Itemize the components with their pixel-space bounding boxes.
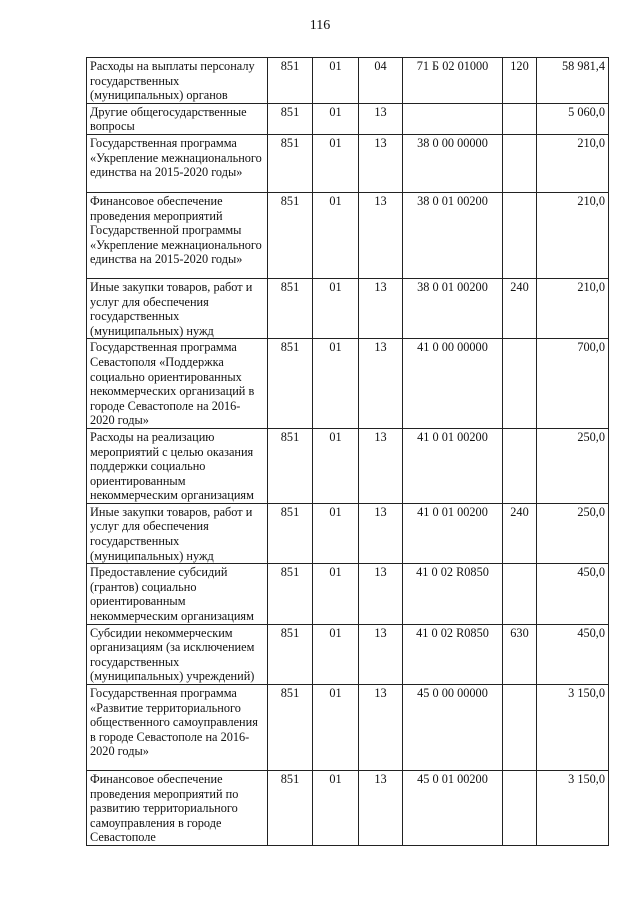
ministry-code: 851 — [268, 339, 313, 429]
amount: 210,0 — [537, 278, 609, 338]
section-code: 01 — [313, 624, 359, 684]
table-row — [87, 564, 609, 624]
amount: 210,0 — [537, 134, 609, 192]
table-row — [87, 771, 609, 846]
item-name: Субсидии некоммерческим организациям (за исключением государственных (муниципальных) учреждений) — [87, 624, 268, 684]
amount: 450,0 — [537, 624, 609, 684]
ministry-code: 851 — [268, 564, 313, 624]
section-code: 01 — [313, 339, 359, 429]
target-article-code: 41 0 01 00200 — [403, 428, 503, 503]
expense-type-code: 240 — [503, 503, 537, 563]
section-code: 01 — [313, 428, 359, 503]
target-article-code: 38 0 01 00200 — [403, 278, 503, 338]
ministry-code: 851 — [268, 685, 313, 771]
expense-type-code: 240 — [503, 278, 537, 338]
target-article-code: 41 0 01 00200 — [403, 503, 503, 563]
item-name: Расходы на реализацию мероприятий с целью оказания поддержки социально ориентированным некоммерческим организациям — [87, 428, 268, 503]
expense-type-code — [503, 339, 537, 429]
subsection-code: 13 — [359, 278, 403, 338]
ministry-code: 851 — [268, 771, 313, 846]
table-row — [87, 685, 609, 771]
subsection-code: 13 — [359, 624, 403, 684]
target-article-code — [403, 103, 503, 134]
expense-type-code: 120 — [503, 58, 537, 104]
target-article-code: 38 0 01 00200 — [403, 192, 503, 278]
ministry-code: 851 — [268, 103, 313, 134]
table-row — [87, 503, 609, 563]
section-code: 01 — [313, 771, 359, 846]
table-row — [87, 278, 609, 338]
item-name: Иные закупки товаров, работ и услуг для обеспечения государственных (муниципальных) нужд — [87, 278, 268, 338]
subsection-code: 13 — [359, 192, 403, 278]
section-code: 01 — [313, 685, 359, 771]
ministry-code: 851 — [268, 624, 313, 684]
expense-type-code — [503, 103, 537, 134]
item-name: Финансовое обеспечение проведения мероприятий Государственной программы «Укрепление межнационального единства на 2015-2020 годы» — [87, 192, 268, 278]
expense-type-code — [503, 134, 537, 192]
amount: 3 150,0 — [537, 685, 609, 771]
table-row — [87, 103, 609, 134]
section-code: 01 — [313, 503, 359, 563]
amount: 3 150,0 — [537, 771, 609, 846]
ministry-code: 851 — [268, 503, 313, 563]
item-name: Государственная программа «Укрепление межнационального единства на 2015-2020 годы» — [87, 134, 268, 192]
target-article-code: 38 0 00 00000 — [403, 134, 503, 192]
table-row — [87, 428, 609, 503]
expense-type-code — [503, 428, 537, 503]
expense-type-code: 630 — [503, 624, 537, 684]
amount: 450,0 — [537, 564, 609, 624]
amount: 250,0 — [537, 428, 609, 503]
section-code: 01 — [313, 564, 359, 624]
table-body — [87, 58, 609, 846]
expense-type-code — [503, 564, 537, 624]
expense-type-code — [503, 685, 537, 771]
subsection-code: 04 — [359, 58, 403, 104]
subsection-code: 13 — [359, 103, 403, 134]
section-code: 01 — [313, 103, 359, 134]
section-code: 01 — [313, 58, 359, 104]
table-row — [87, 339, 609, 429]
section-code: 01 — [313, 278, 359, 338]
ministry-code: 851 — [268, 278, 313, 338]
subsection-code: 13 — [359, 564, 403, 624]
page-number: 116 — [309, 18, 331, 33]
table-row — [87, 192, 609, 278]
target-article-code: 45 0 01 00200 — [403, 771, 503, 846]
item-name: Расходы на выплаты персоналу государственных (муниципальных) органов — [87, 58, 268, 104]
ministry-code: 851 — [268, 134, 313, 192]
target-article-code: 71 Б 02 01000 — [403, 58, 503, 104]
expense-type-code — [503, 192, 537, 278]
table-row — [87, 58, 609, 104]
amount: 700,0 — [537, 339, 609, 429]
amount: 5 060,0 — [537, 103, 609, 134]
ministry-code: 851 — [268, 428, 313, 503]
target-article-code: 41 0 02 R0850 — [403, 624, 503, 684]
item-name: Финансовое обеспечение проведения мероприятий по развитию территориального самоуправления в городе Севастополе — [87, 771, 268, 846]
amount: 58 981,4 — [537, 58, 609, 104]
subsection-code: 13 — [359, 771, 403, 846]
ministry-code: 851 — [268, 192, 313, 278]
item-name: Другие общегосударственные вопросы — [87, 103, 268, 134]
subsection-code: 13 — [359, 428, 403, 503]
expense-type-code — [503, 771, 537, 846]
target-article-code: 41 0 00 00000 — [403, 339, 503, 429]
amount: 250,0 — [537, 503, 609, 563]
item-name: Предоставление субсидий (грантов) социально ориентированным некоммерческим организациям — [87, 564, 268, 624]
ministry-code: 851 — [268, 58, 313, 104]
target-article-code: 45 0 00 00000 — [403, 685, 503, 771]
section-code: 01 — [313, 134, 359, 192]
subsection-code: 13 — [359, 685, 403, 771]
target-article-code: 41 0 02 R0850 — [403, 564, 503, 624]
section-code: 01 — [313, 192, 359, 278]
table-row — [87, 134, 609, 192]
item-name: Государственная программа Севастополя «Поддержка социально ориентированных некоммерческих организаций в городе Севастополе на 2016-2020 годы» — [87, 339, 268, 429]
subsection-code: 13 — [359, 339, 403, 429]
item-name: Государственная программа «Развитие территориального общественного самоуправления в городе Севастополе на 2016-2020 годы» — [87, 685, 268, 771]
item-name: Иные закупки товаров, работ и услуг для обеспечения государственных (муниципальных) нужд — [87, 503, 268, 563]
table-row — [87, 624, 609, 684]
budget-table — [86, 57, 609, 846]
subsection-code: 13 — [359, 134, 403, 192]
amount: 210,0 — [537, 192, 609, 278]
subsection-code: 13 — [359, 503, 403, 563]
